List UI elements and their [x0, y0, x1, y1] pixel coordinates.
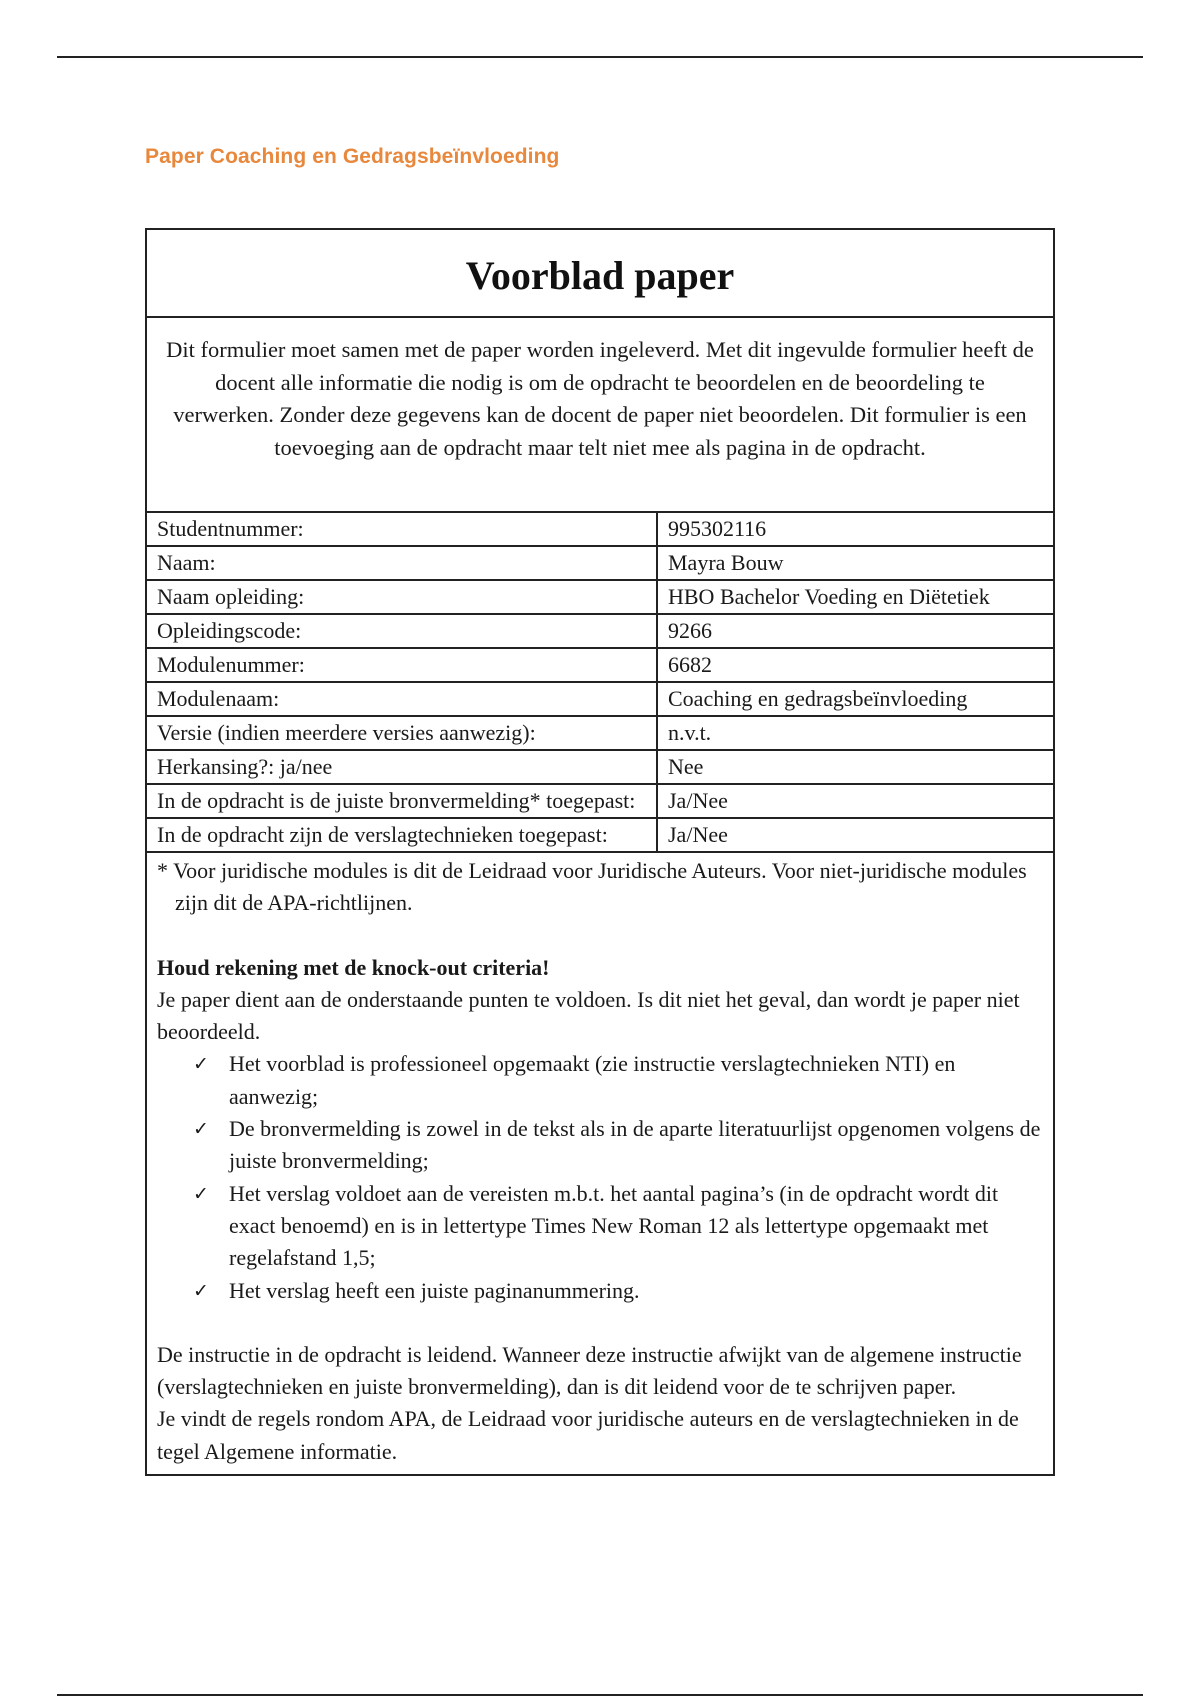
- field-label-studentnummer: Studentnummer:: [147, 513, 658, 545]
- field-value-modulenaam: Coaching en gedragsbeïnvloeding: [668, 686, 968, 711]
- document-header-title: Paper Coaching en Gedragsbeïnvloeding: [145, 145, 560, 168]
- field-value-verslagtechnieken: Ja/Nee: [668, 822, 728, 847]
- field-label-opleidingscode: Opleidingscode:: [147, 615, 658, 647]
- field-label-modulenummer: Modulenummer:: [147, 649, 658, 681]
- list-item: [193, 1275, 1043, 1307]
- instruction-paragraph: Je vindt de regels rondom APA, de Leidraad voor juridische auteurs en de verslagtechnieken in de tegel Algemene informatie.: [157, 1406, 1019, 1464]
- field-label-naam-opleiding: Naam opleiding:: [147, 581, 658, 613]
- field-label-versie: Versie (indien meerdere versies aanwezig):: [147, 717, 658, 749]
- bottom-divider: [57, 1694, 1143, 1696]
- checkmark-icon: ✓: [193, 1279, 209, 1302]
- form-intro: Dit formulier moet samen met de paper worden ingeleverd. Met dit ingevulde formulier heeft de docent alle informatie die nodig is om de opdracht te beoordelen en de beoordeling te verwerken. Zonder deze gegevens kan de docent de paper niet beoordelen. Dit formulier is een toevoeging aan de opdracht maar telt niet mee als pagina in de opdracht.: [166, 337, 1034, 460]
- knockout-heading: Houd rekening met de knock-out criteria!: [157, 954, 550, 980]
- field-value-modulenummer: 6682: [668, 652, 712, 677]
- table-row: [147, 649, 1053, 683]
- criterion-text: Het verslag heeft een juiste paginanummering.: [229, 1277, 640, 1303]
- table-row: [147, 547, 1053, 581]
- field-label-naam: Naam:: [147, 547, 658, 579]
- criterion-text: Het verslag voldoet aan de vereisten m.b.t. het aantal pagina’s (in de opdracht wordt dit exact benoemd) en is in lettertype Times New Roman 12 als lettertype opgemaakt met regelafstand 1,5;: [229, 1180, 999, 1271]
- form-notes: [147, 853, 1053, 1474]
- criterion-text: Het voorblad is professioneel opgemaakt (zie instructie verslagtechnieken NTI) en aanwezig;: [229, 1051, 956, 1109]
- table-row: [147, 717, 1053, 751]
- field-value-bronvermelding: Ja/Nee: [668, 788, 728, 813]
- field-label-verslagtechnieken: In de opdracht zijn de verslagtechnieken toegepast:: [147, 819, 658, 851]
- table-row: [147, 683, 1053, 717]
- list-item: [193, 1113, 1043, 1178]
- form-fields-table: [147, 511, 1053, 853]
- table-row: [147, 751, 1053, 785]
- field-value-studentnummer: 995302116: [668, 516, 767, 541]
- field-value-naam-opleiding: HBO Bachelor Voeding en Diëtetiek: [668, 584, 990, 609]
- field-label-bronvermelding: In de opdracht is de juiste bronvermelding* toegepast:: [147, 785, 658, 817]
- top-divider: [57, 56, 1143, 58]
- table-row: [147, 819, 1053, 853]
- list-item: [193, 1048, 1043, 1113]
- table-row: [147, 615, 1053, 649]
- checkmark-icon: ✓: [193, 1182, 209, 1205]
- footnote: * Voor juridische modules is dit de Leidraad voor Juridische Auteurs. Voor niet-juridische modules zijn dit de APA-richtlijnen.: [157, 858, 1027, 916]
- checkmark-icon: ✓: [193, 1118, 209, 1141]
- field-value-naam: Mayra Bouw: [668, 550, 784, 575]
- criteria-list: [157, 1048, 1043, 1306]
- field-value-opleidingscode: 9266: [668, 618, 712, 643]
- spacer: [157, 1307, 1043, 1339]
- checkmark-icon: ✓: [193, 1053, 209, 1076]
- table-row: [147, 785, 1053, 819]
- table-row: [147, 581, 1053, 615]
- knockout-intro: Je paper dient aan de onderstaande punten te voldoen. Is dit niet het geval, dan wordt je paper niet beoordeeld.: [157, 986, 1020, 1045]
- field-value-versie: n.v.t.: [668, 720, 712, 745]
- criterion-text: De bronvermelding is zowel in de tekst als in de aparte literatuurlijst opgenomen volgens de juiste bronvermelding;: [229, 1116, 1041, 1174]
- field-label-modulenaam: Modulenaam:: [147, 683, 658, 715]
- form-title: Voorblad paper: [147, 230, 1053, 318]
- instruction-paragraph: De instructie in de opdracht is leidend. Wanneer deze instructie afwijkt van de algemene instructie (verslagtechnieken en juiste bronvermelding), dan is dit leidend voor de te schrijven paper.: [157, 1341, 1022, 1400]
- table-row: [147, 513, 1053, 547]
- cover-form: [145, 228, 1055, 1476]
- field-label-herkansing: Herkansing?: ja/nee: [147, 751, 658, 783]
- field-value-herkansing: Nee: [668, 754, 704, 779]
- list-item: [193, 1178, 1043, 1275]
